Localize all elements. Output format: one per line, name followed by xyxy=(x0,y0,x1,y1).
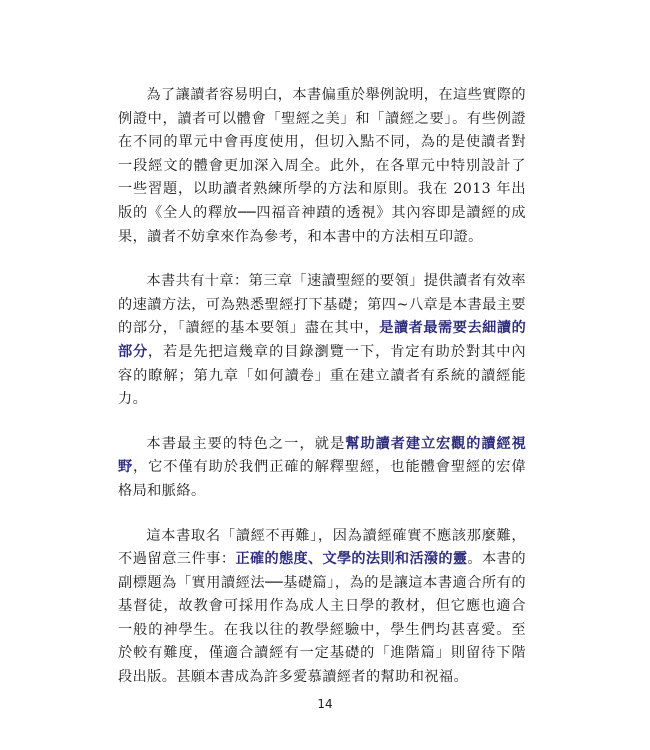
emphasis-text: 幫助讀者建立宏觀的讀經視野 xyxy=(118,435,527,476)
paragraph-text: 本書共有十章：第三章「速讀聖經的要領」提供讀者有效率的速讀方法，可為熟悉聖經打下基礎；第四~八章是本書最主要的部分，「讀經的基本要領」盡在其中， xyxy=(118,273,526,337)
paragraph-text: ，它不僅有助於我們正確的解釋聖經，也能體會聖經的宏偉格局和脈絡。 xyxy=(118,459,527,499)
paragraph-3 xyxy=(118,433,526,504)
body-text xyxy=(118,84,526,711)
emphasis-text: 正確的態度、文學的法則和活潑的靈 xyxy=(235,551,468,568)
paragraph-text: 這本書取名「讀經不再難」，因為讀經確實不應該那麼難，不過留意三件事： xyxy=(118,527,526,568)
page-number: 14 xyxy=(317,697,333,711)
paragraph-text: 為了讓讀者容易明白，本書偏重於舉例說明，在這些實際的例證中，讀者可以體會「聖經之美」和「讀經之要」。有些例證在不同的單元中會再度使用，但切入點不同，為的是使讀者對一段經文的體會更加深入周全。此外，在各單元中特別設計了一些習題，以助讀者熟練所學的方法和原則。我在 2013 年出版的《全人的釋放──四福音神蹟的透視》其內容即是讀經的成果，讀者不妨拿來作為參考，和本書中的方法相互印證。 xyxy=(118,87,526,245)
emphasis-text: 是讀者最需要去細讀的部分 xyxy=(118,320,526,360)
paragraph-4 xyxy=(118,525,526,690)
paragraph-text: 本書最主要的特色之一，就是 xyxy=(146,435,346,452)
paragraph-2 xyxy=(118,270,526,412)
paragraph-text: 。本書的副標題為「實用讀經法──基礎篇」，為的是讓這本書適合所有的基督徒，故教會可採用作為成人主日學的教材，但它應也適合一般的神學生。在我以往的教學經驗中，學生們均甚喜愛。至於較有難度，僅適合讀經有一定基礎的「進階篇」則留待下階段出版。甚願本書成為許多愛慕讀經者的幫助和祝福。 xyxy=(118,551,526,686)
paragraph-text: ，若是先把這幾章的目錄瀏覽一下，肯定有助於對其中內容的瞭解；第九章「如何讀卷」重在建立讀者有系統的讀經能力。 xyxy=(118,343,526,408)
paragraph-1 xyxy=(118,84,526,249)
